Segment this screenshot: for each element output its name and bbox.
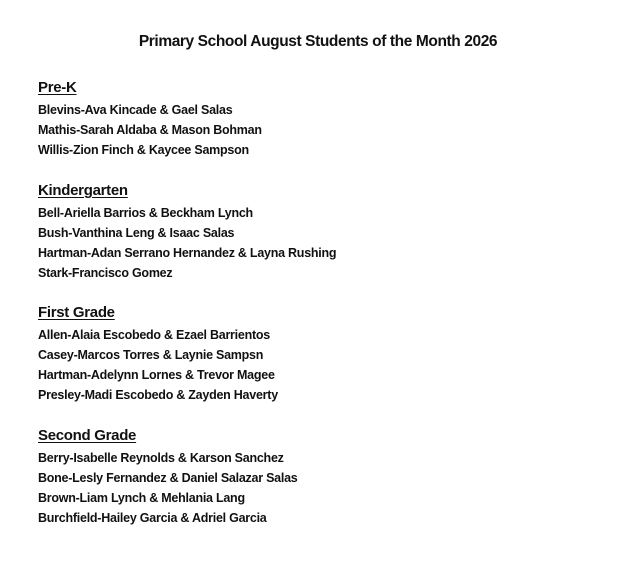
- student-entry: Bell-Ariella Barrios & Beckham Lynch: [38, 206, 253, 220]
- student-entry: Stark-Francisco Gomez: [38, 266, 173, 280]
- section-heading: First Grade: [38, 304, 115, 321]
- student-entry: Bush-Vanthina Leng & Isaac Salas: [38, 226, 235, 240]
- student-entry: Burchfield-Hailey Garcia & Adriel Garcia: [38, 511, 267, 525]
- section-kindergarten: [38, 182, 336, 283]
- section-first-grade: [38, 304, 278, 405]
- page-title: Primary School August Students of the Month 2026: [138, 33, 498, 50]
- student-entry: Presley-Madi Escobedo & Zayden Haverty: [38, 388, 278, 402]
- student-entry: Blevins-Ava Kincade & Gael Salas: [38, 103, 233, 117]
- section-pre-k: [38, 79, 262, 160]
- section-second-grade: [38, 427, 298, 528]
- student-entry: Allen-Alaia Escobedo & Ezael Barrientos: [38, 328, 270, 342]
- section-heading: Kindergarten: [38, 182, 128, 199]
- section-heading: Second Grade: [38, 427, 137, 444]
- student-entry: Willis-Zion Finch & Kaycee Sampson: [38, 143, 249, 157]
- student-entry: Hartman-Adan Serrano Hernandez & Layna Rushing: [38, 246, 337, 260]
- student-entry: Bone-Lesly Fernandez & Daniel Salazar Salas: [38, 471, 298, 485]
- section-heading: Pre-K: [38, 79, 77, 96]
- student-entry: Casey-Marcos Torres & Laynie Sampsn: [38, 348, 264, 362]
- student-entry: Brown-Liam Lynch & Mehlania Lang: [38, 491, 245, 505]
- student-entry: Berry-Isabelle Reynolds & Karson Sanchez: [38, 451, 284, 465]
- student-entry: Hartman-Adelynn Lornes & Trevor Magee: [38, 368, 275, 382]
- student-entry: Mathis-Sarah Aldaba & Mason Bohman: [38, 123, 262, 137]
